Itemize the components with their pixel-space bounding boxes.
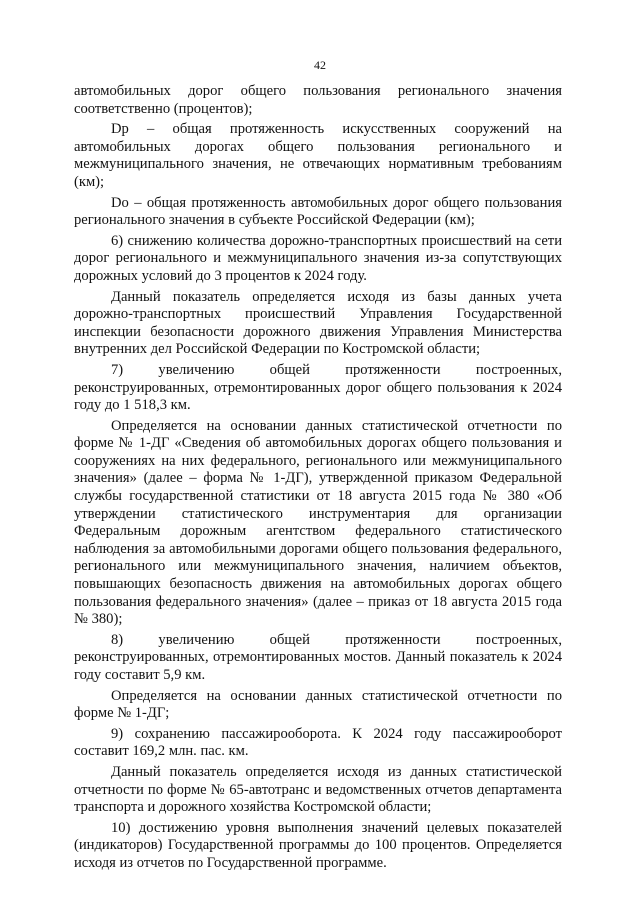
page-number: 42: [314, 58, 326, 72]
paragraph: Данный показатель определяется исходя из базы данных учета дорожно-транспортных происшествий Управления Государственной инспекции безопасности дорожного движения Управления Министерства внутренних дел Российской Федерации по Костромской области;: [74, 288, 562, 358]
paragraph: 10) достижению уровня выполнения значений целевых показателей (индикаторов) Государственной программы до 100 процентов. Определяется исходя из отчетов по Государственной программе.: [74, 819, 562, 871]
paragraph: Определяется на основании данных статистической отчетности по форме № 1-ДГ;: [74, 687, 562, 722]
paragraph: Данный показатель определяется исходя из данных статистической отчетности по форме № 65-автотранс и ведомственных отчетов департамента транспорта и дорожного хозяйства Костромской области;: [74, 763, 562, 816]
paragraph: 8) увеличению общей протяженности построенных, реконструированных, отремонтированных мостов. Данный показатель к 2024 году составит 5,9 км.: [74, 631, 562, 683]
paragraph: Dp – общая протяженность искусственных сооружений на автомобильных дорогах общего пользования регионального и межмуниципального значения, не отвечающих нормативным требованиям (км);: [74, 121, 562, 190]
paragraph: Do – общая протяженность автомобильных дорог общего пользования регионального значения в субъекте Российской Федерации (км);: [74, 194, 562, 229]
paragraph: Определяется на основании данных статистической отчетности по форме № 1-ДГ «Сведения об автомобильных дорогах общего пользования и сооружениях на них федерального, регионального или межмуниципального значения» (далее – форма № 1-ДГ), утвержденной приказом Федеральной службы государственной статистики от 18 августа 2015 года № 380 «Об утверждении статистического инструментария для организации Федеральным дорожным агентством федерального статистического наблюдения за автомобильными дорогами общего пользования федерального, регионального или межмуниципального значения, наличием объектов, повышающих безопасность движения на автомобильных дорогах общего пользования федерального значения» (далее – приказ от 18 августа 2015 года № 380);: [74, 417, 562, 628]
paragraph: автомобильных дорог общего пользования регионального значения соответственно (процентов);: [74, 83, 562, 117]
paragraph: 7) увеличению общей протяженности построенных, реконструированных, отремонтированных дорог общего пользования к 2024 году до 1 518,3 км.: [74, 361, 562, 414]
document-body: [74, 83, 562, 876]
paragraph: 9) сохранению пассажирооборота. К 2024 году пассажирооборот составит 169,2 млн. пас. км.: [74, 725, 562, 760]
paragraph: 6) снижению количества дорожно-транспортных происшествий на сети дорог регионального и межмуниципального значения из-за сопутствующих дорожных условий до 3 процентов к 2024 году.: [74, 232, 562, 284]
